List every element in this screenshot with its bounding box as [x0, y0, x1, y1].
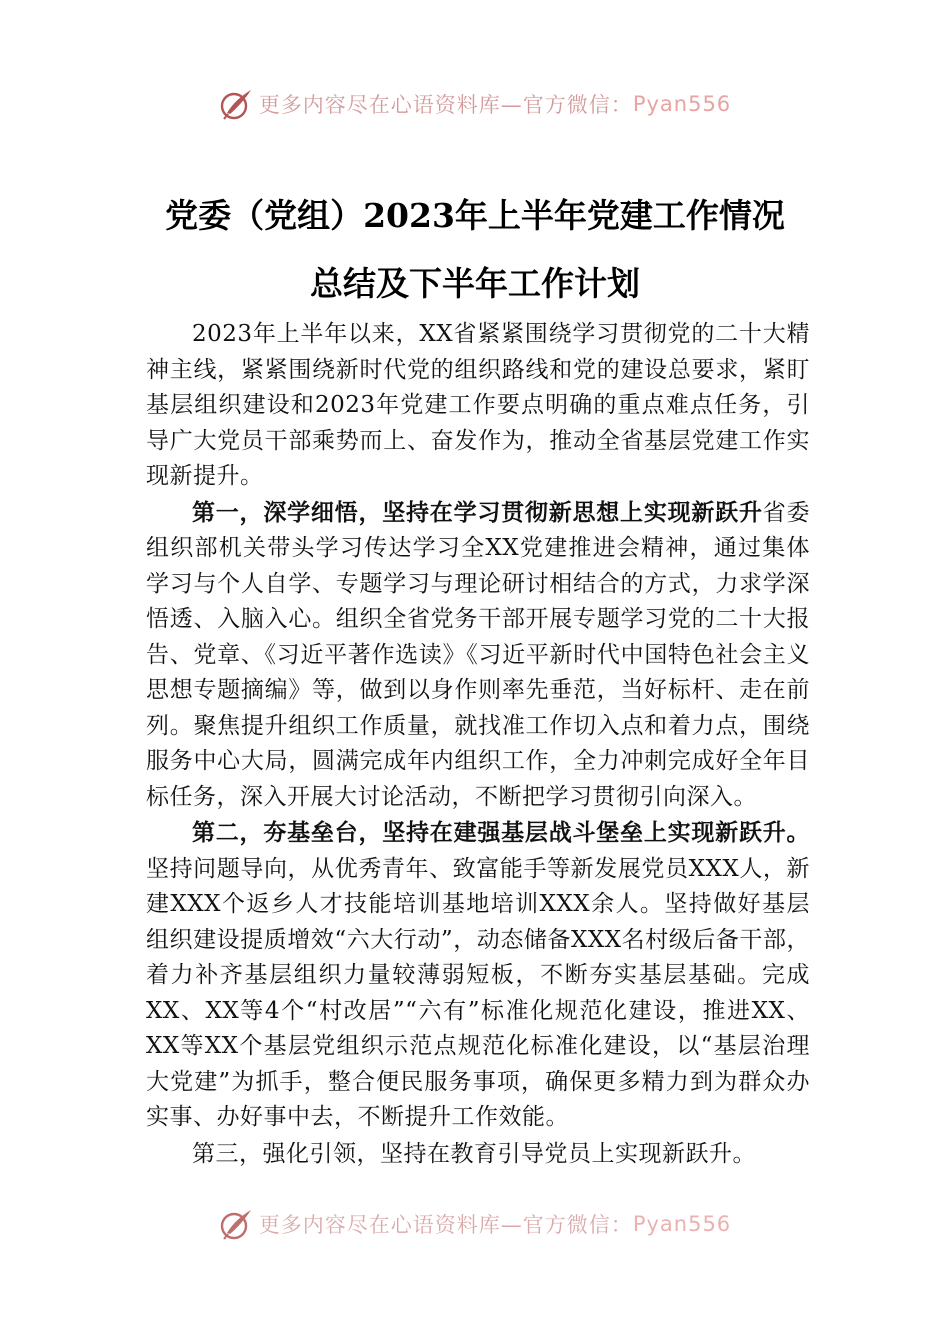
paragraph-section-2 [146, 815, 810, 1136]
paragraph-intro [146, 316, 810, 495]
paragraph-lead: 第一，深学细悟，坚持在学习贯彻新思想上实现新跃升 [192, 498, 763, 526]
paragraph-text: 2023年上半年以来，XX省紧紧围绕学习贯彻党的二十大精神主线，紧紧围绕新时代党的组织路线和党的建设总要求，紧盯基层组织建设和2023年党建工作要点明确的重点难点任务，引导广大党员干部乘势而上、奋发作为，推动全省基层党建工作实现新提升。 [146, 321, 810, 489]
paragraph-text: 第三，强化引领，坚持在教育引导党员上实现新跃升。 [192, 1140, 756, 1167]
watermark-text: 更多内容尽在心语资料库—官方微信： [258, 1213, 633, 1237]
watermark-text: 更多内容尽在心语资料库—官方微信： [258, 93, 633, 117]
paragraph-section-1 [146, 495, 810, 816]
document-title-line1: 党委（党组）2023年上半年党建工作情况 [165, 196, 785, 235]
paragraph-section-3 [146, 1136, 810, 1173]
watermark-header [0, 84, 950, 124]
quill-logo-icon [219, 1207, 253, 1241]
watermark-wechat-id: Pyan556 [632, 1212, 732, 1236]
paragraph-lead: 第二，夯基垒台，坚持在建强基层战斗堡垒上实现新跃升。 [192, 819, 810, 846]
watermark-wechat-id: Pyan556 [632, 92, 732, 116]
paragraph-text: 省委组织部机关带头学习传达学习全XX党建推进会精神，通过集体学习与个人自学、专题学习与理论研讨相结合的方式，力求学深悟透、入脑入心。组织全省党务干部开展专题学习党的二十大报告、党章、《习近平著作选读》《习近平新时代中国特色社会主义思想专题摘编》等，做到以身作则率先垂范，当好标杆、走在前列。聚焦提升组织工作质量，就找准工作切入点和着力点，围绕服务中心大局，圆满完成年内组织工作，全力冲刺完成好全年目标任务，深入开展大讨论活动，不断把学习贯彻引向深入。 [146, 499, 811, 810]
document-title-line2: 总结及下半年工作计划 [310, 264, 640, 303]
document-body [146, 316, 810, 1172]
watermark-footer [0, 1204, 950, 1244]
quill-logo-icon [219, 87, 253, 121]
paragraph-text: 坚持问题导向，从优秀青年、致富能手等新发展党员XXX人，新建XXX个返乡人才技能培训基地培训XXX余人。坚持做好基层组织建设提质增效“六大行动”，动态储备XXX名村级后备干部，着力补齐基层组织力量较薄弱短板，不断夯实基层基础。完成XX、XX等4个“村改居”“六有”标准化规范化建设，推进XX、XX等XX个基层党组织示范点规范化标准化建设，以“基层治理大党建”为抓手，整合便民服务事项，确保更多精力到为群众办实事、办好事中去，不断提升工作效能。 [146, 855, 810, 1130]
